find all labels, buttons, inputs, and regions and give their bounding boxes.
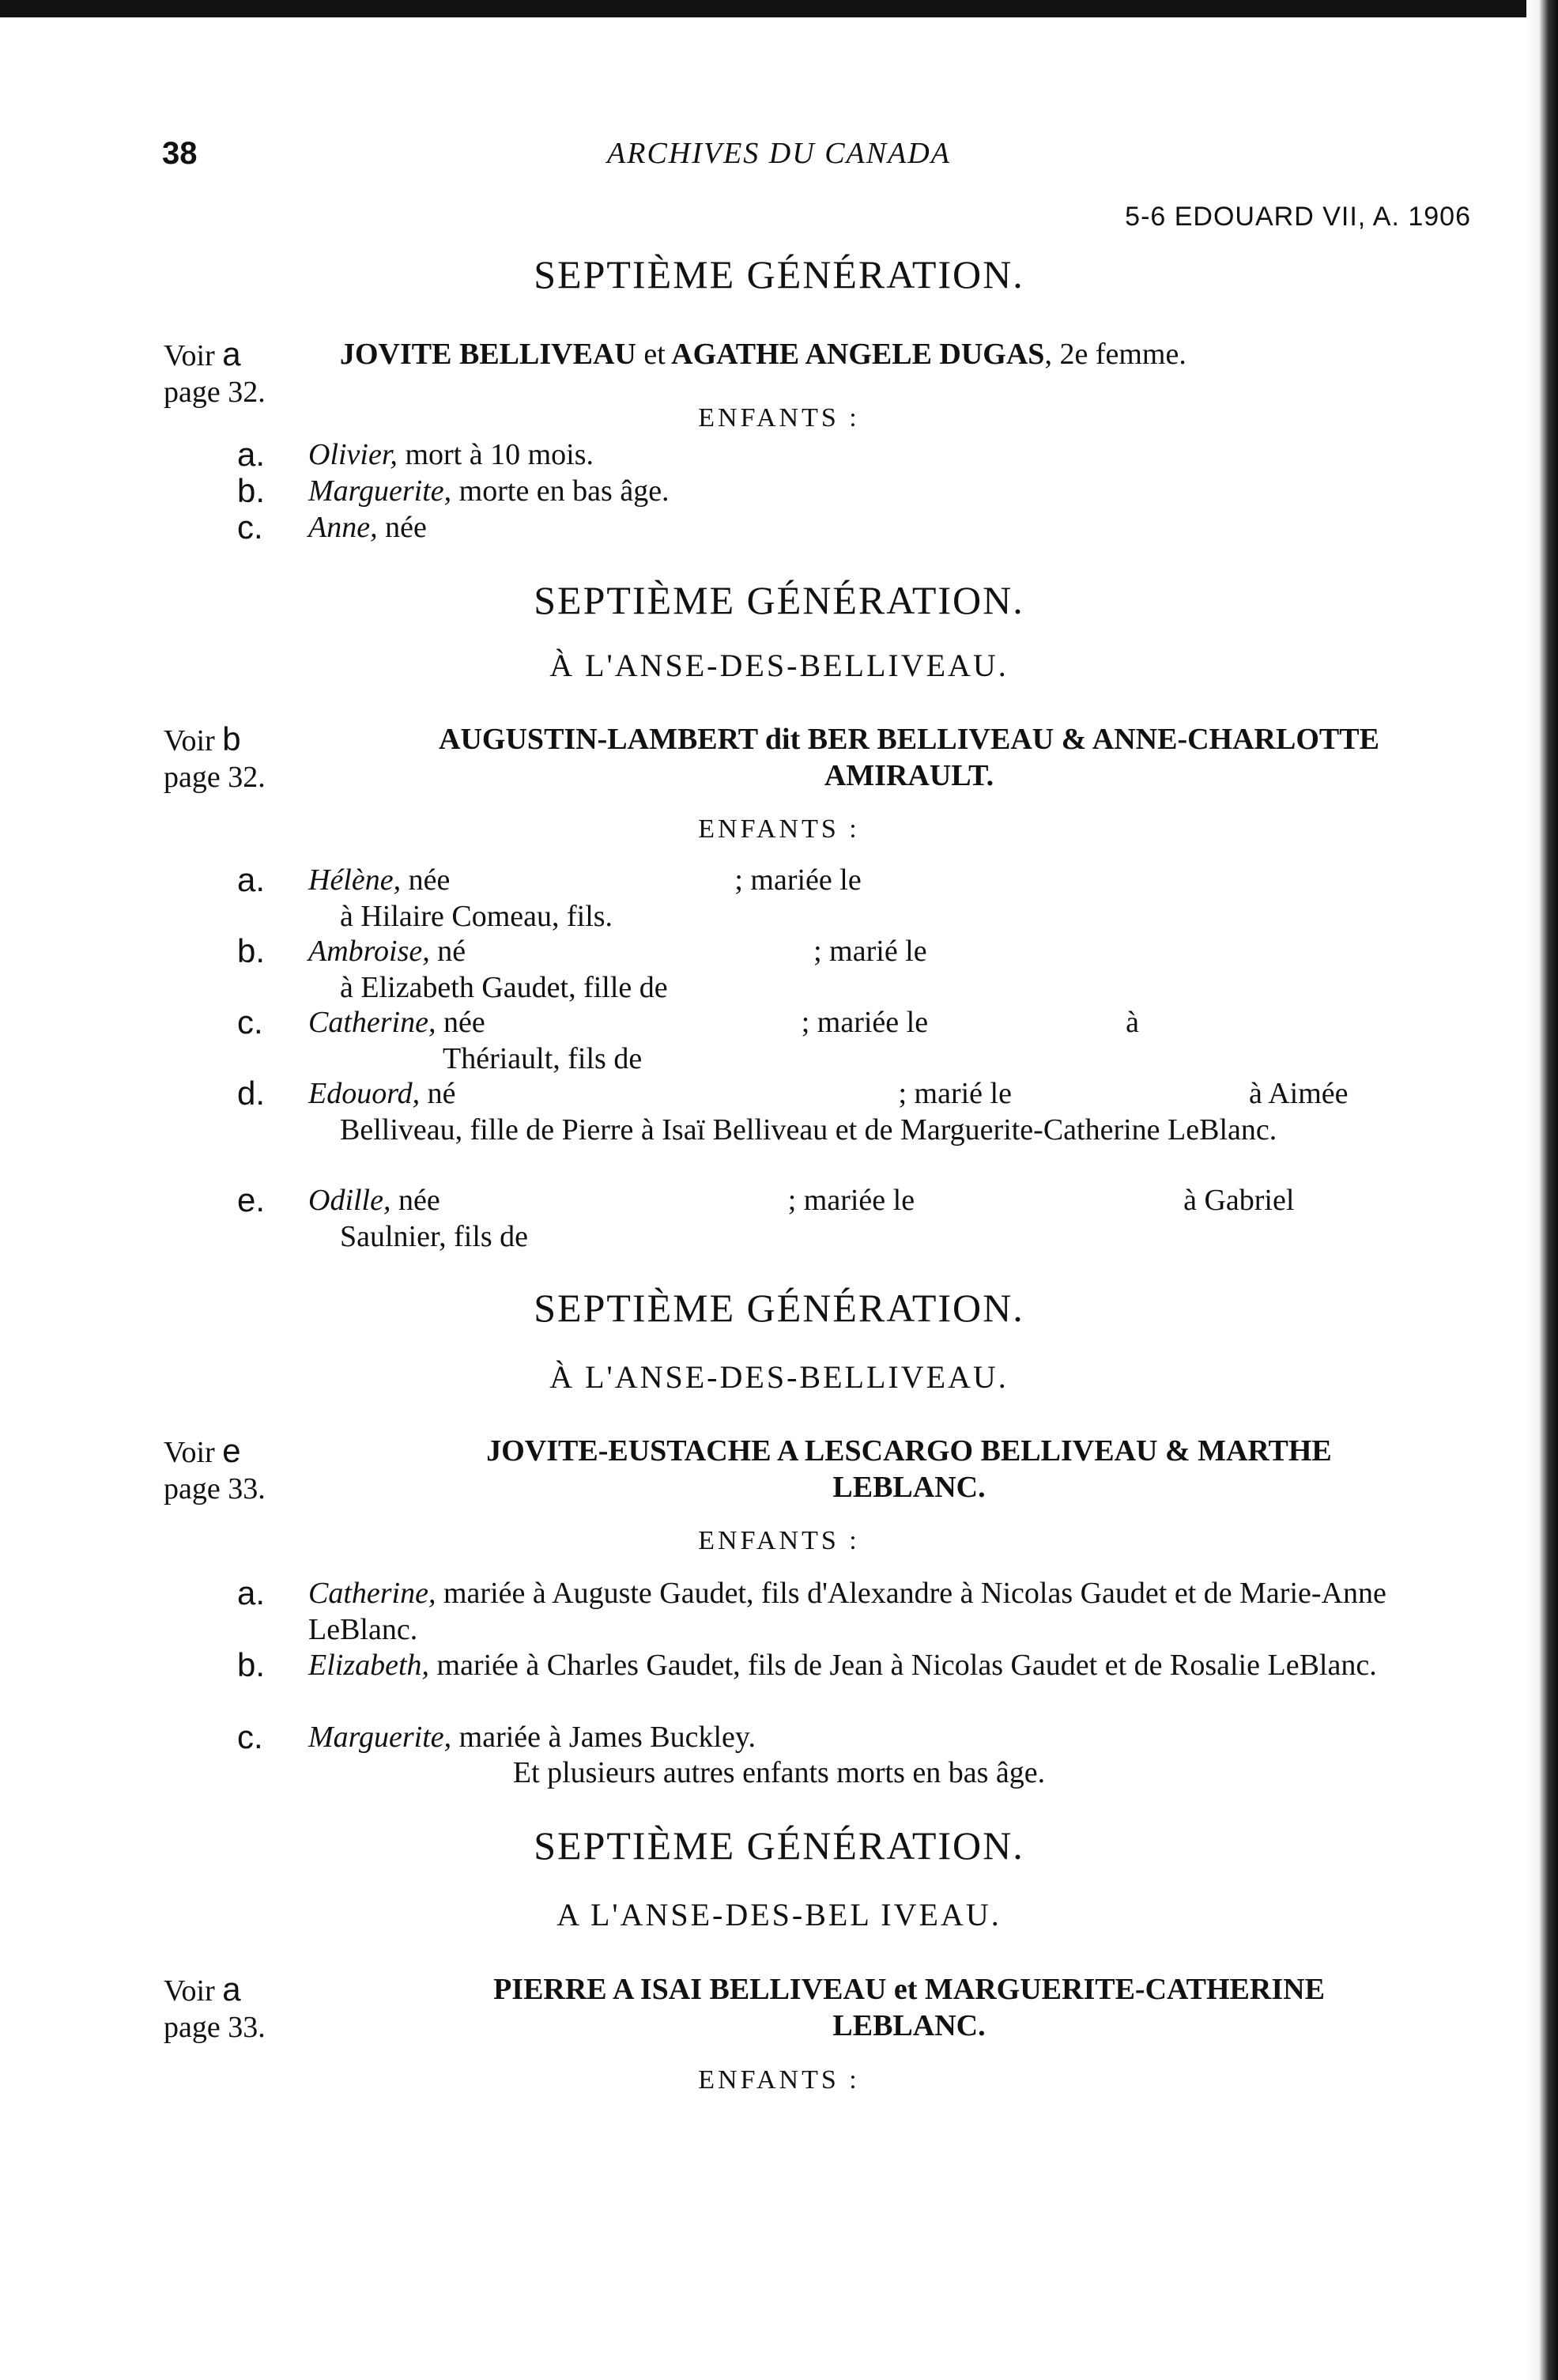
section-3-voir: Voir e page 33. [164,1432,266,1505]
section-1-title: SEPTIÈME GÉNÉRATION. [534,252,1024,297]
section-4-place: A L'ANSE-DES-BEL IVEAU. [556,1897,1002,1932]
section-2-title: SEPTIÈME GÉNÉRATION. [534,578,1024,622]
page-number: 38 [162,136,198,171]
list-item: c. Marguerite, mariée à James Buckley. [237,1718,756,1755]
section-3-place: À L'ANSE-DES-BELLIVEAU. [549,1359,1009,1395]
running-title: ARCHIVES DU CANADA [607,137,951,170]
list-item: e. Odille, née ; mariée le à Gabriel Saulnier, fils de [237,1181,1295,1253]
section-1-voir: Voir a page 32. [164,335,266,409]
section-3-enfants: ENFANTS : [698,1526,860,1555]
section-4-enfants: ENFANTS : [698,2065,860,2095]
section-1-enfants: ENFANTS : [698,403,860,433]
section-3-couple: JOVITE-EUSTACHE A LESCARGO BELLIVEAU & MARTHE LEBLANC. [486,1434,1332,1504]
section-2-voir: Voir b page 32. [164,720,266,794]
list-item: b. Marguerite, morte en bas âge. [237,472,670,509]
section-4-couple: PIERRE A ISAI BELLIVEAU et MARGUERITE-CATHERINE LEBLANC. [493,1973,1325,2042]
list-item: c. Anne, née [237,508,427,546]
section-3-note: Et plusieurs autres enfants morts en bas âge. [512,1756,1046,1789]
list-item: d. Edouord, né ; marié le à Aimée Belliveau, fille de Pierre à Isaï Belliveau et de Marguerite-Catherine LeBlanc. [237,1075,1349,1147]
list-item: a. Olivier, mort à 10 mois. [237,436,594,473]
section-3-title: SEPTIÈME GÉNÉRATION. [534,1286,1024,1330]
section-1-couple: JOVITE BELLIVEAU et AGATHE ANGELE DUGAS, 2e femme. [340,338,1186,371]
list-item: a. Catherine, mariée à Auguste Gaudet, fils d'Alexandre à Nicolas Gaudet et de Marie-Anne LeBlanc. [237,1574,1386,1646]
section-2-enfants: ENFANTS : [698,814,860,844]
list-item: b. Elizabeth, mariée à Charles Gaudet, fils de Jean à Nicolas Gaudet et de Rosalie LeBlanc. [237,1646,1377,1683]
list-item: a. Hélène, née ; mariée le à Hilaire Comeau, fils. [237,861,862,933]
section-4-title: SEPTIÈME GÉNÉRATION. [534,1823,1024,1868]
scan-edge-shadow [1526,0,1558,2380]
edition-line: 5-6 EDOUARD VII, A. 1906 [1125,202,1471,232]
list-item: b. Ambroise, né ; marié le à Elizabeth Gaudet, fille de [237,932,927,1004]
list-item: c. Catherine, née ; mariée le à Thériault, fils de [237,1003,1139,1075]
section-2-couple: AUGUSTIN-LAMBERT dit BER BELLIVEAU & ANNE-CHARLOTTE AMIRAULT. [439,723,1379,792]
section-2-place: À L'ANSE-DES-BELLIVEAU. [549,648,1009,683]
section-4-voir: Voir a page 33. [164,1970,266,2044]
top-border-rule [0,0,1558,17]
